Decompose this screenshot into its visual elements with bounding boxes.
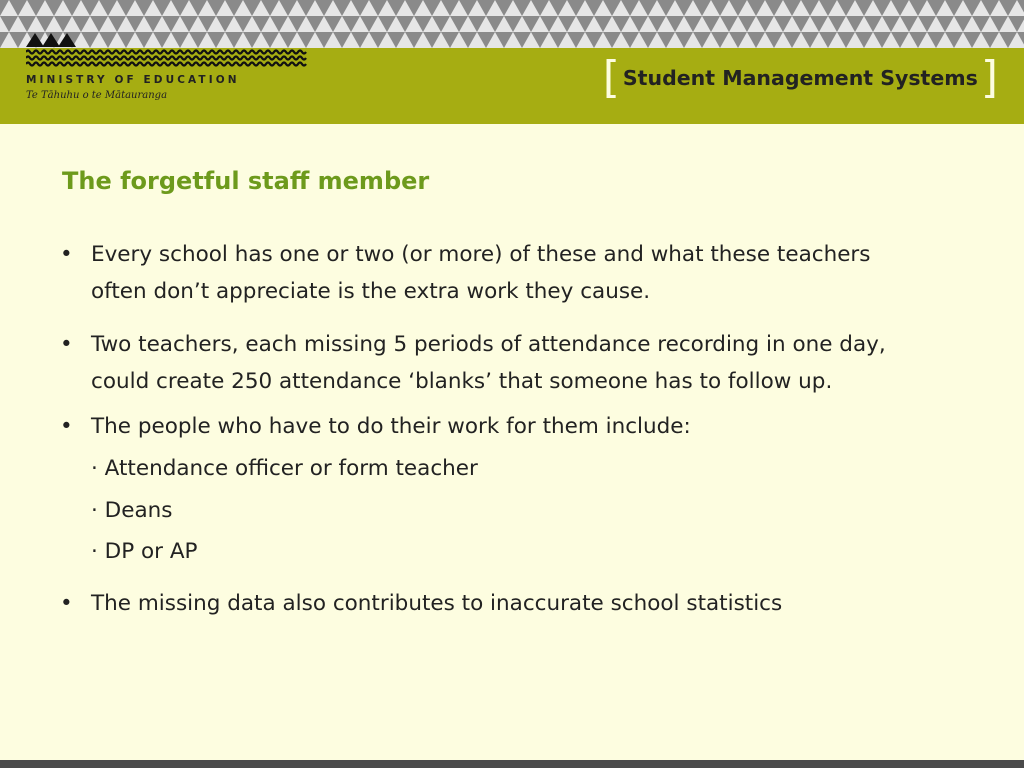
bullet-text: The people who have to do their work for them include:	[91, 414, 691, 439]
footer-band	[0, 760, 1024, 768]
system-title	[602, 52, 998, 103]
sub-bullet-list	[91, 448, 930, 573]
slide-title: The forgetful staff member	[62, 167, 430, 195]
ministry-logo-icon	[26, 30, 316, 72]
bullet-list	[60, 236, 930, 638]
ministry-maori-name: Te Tāhuhu o te Mātauranga	[26, 90, 168, 101]
bullet-text: The missing data also contributes to inaccurate school statistics	[91, 590, 783, 616]
sub-bullet-item: · Attendance officer or form teacher	[91, 456, 478, 481]
bullet-item	[60, 408, 930, 573]
bullet-text: Every school has one or two (or more) of these and what these teachers often don’t appreciate is the extra work they cause.	[91, 242, 871, 304]
bullet-dot: •	[60, 242, 73, 267]
bracket-open: [	[602, 52, 620, 103]
system-title-text: Student Management Systems	[622, 66, 978, 90]
bullet-dot: •	[60, 332, 73, 357]
ministry-name: MINISTRY OF EDUCATION	[26, 74, 240, 86]
bullet-dot: •	[60, 414, 73, 439]
bullet-text: Two teachers, each missing 5 periods of attendance recording in one day, could create 250 attendance ‘blanks’ that someone has to follow up.	[91, 332, 886, 394]
bracket-close: ]	[980, 52, 998, 103]
bullet-item	[60, 326, 930, 400]
ministry-logo	[26, 30, 316, 110]
bullet-dot: •	[60, 590, 73, 616]
bullet-item	[60, 236, 930, 310]
bullet-item	[60, 585, 930, 622]
sub-bullet-item: · DP or AP	[91, 539, 198, 564]
sub-bullet-item: · Deans	[91, 497, 173, 523]
